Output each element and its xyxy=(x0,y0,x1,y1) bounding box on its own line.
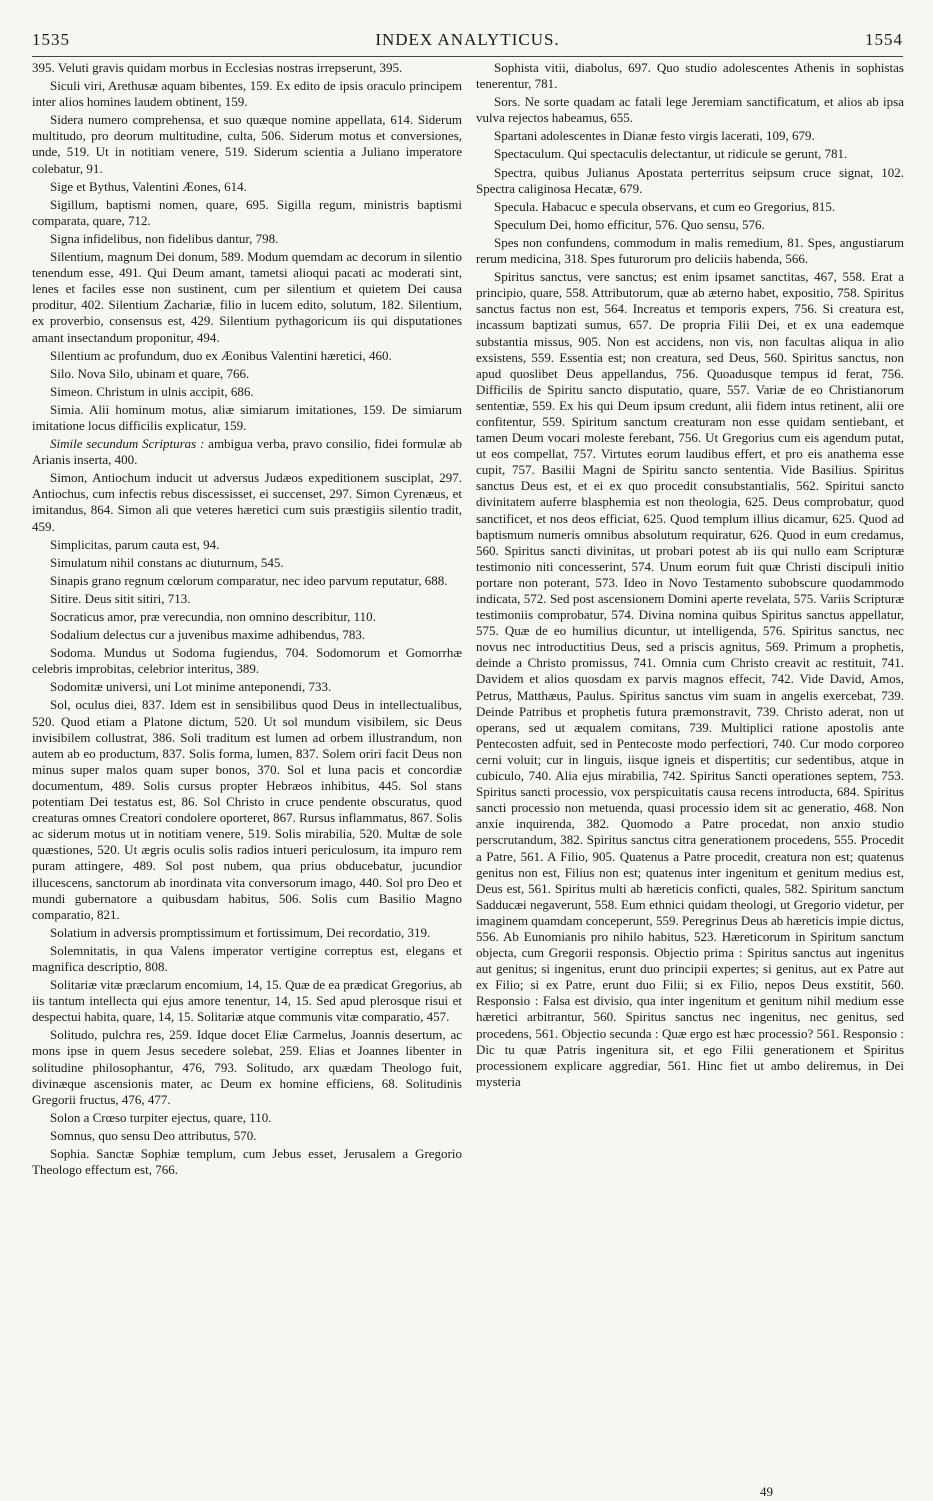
index-entry: Simulatum nihil constans ac diuturnum, 545. xyxy=(50,554,284,570)
index-entry: Sors. Ne sorte quadam ac fatali lege Jeremiam sanctificatum, et alios ab ipsa vulva rejectos habeamus, 655. xyxy=(476,94,904,126)
index-entry: Sige et Bythus, Valentini Æones, 614. xyxy=(50,178,247,194)
page-number-right: 1554 xyxy=(865,30,903,49)
footer-signature: 49 xyxy=(760,1484,773,1499)
page-title: INDEX ANALYTICUS. xyxy=(375,30,560,49)
index-entry: Solitariæ vitæ præclarum encomium, 14, 15. Quæ de ea prædicat Gregorius, ab iis tantum intellecta qui ejus amore tenentur, 14, 15. Sed apud plerosque risui et despectui habita, quare, 14, 15. Solitariæ atque communis vitæ comparatio, 457. xyxy=(32,977,462,1025)
index-entry: Socraticus amor, præ verecundia, non omnino describitur, 110. xyxy=(50,609,376,624)
index-entry: Spectaculum. Qui spectaculis delectantur, ut ridicule se gerunt, 781. xyxy=(494,146,848,162)
index-entry: Spectra, quibus Julianus Apostata perterritus seipsum cruce signat, 102. Spectra caliginosa Hecatæ, 679. xyxy=(476,164,904,196)
index-entry: Sodoma. Mundus ut Sodoma fugiendus, 704. Sodomorum et Gomorrhæ celebris improbitas, celebrior interitus, 389. xyxy=(32,645,462,677)
index-entry: Sophista vitii, diabolus, 697. Quo studio adolescentes Athenis in sophistas tenerentur, 781. xyxy=(476,60,904,92)
index-entry: Simia. Alii hominum motus, aliæ simiarum imitationes, 159. De simiarum imitatione locus difficilis explicatur, 159. xyxy=(32,401,462,433)
header-rule xyxy=(32,56,903,57)
index-entry: Spiritus sanctus, vere sanctus; est enim ipsamet sanctitas, 467, 558. Erat a principio, quare, 558. Attributorum, quæ ab æterno habet, expositio, 758. Spiritus sanctus factus non est, 564. Increatus et temporis expers, 756. Si creatura est, incassum baptizati sumus, 657. De propria Filii Dei, et ex una eademque substantia missus, 905. Non est accidens, non vis, non facultas aliqua in alio exsistens, 559. Essentia est; non creatura, sed Deus, 560. Spiritus sanctus, non apud quoslibet Deus appellandus, 756. Quoadusque tempus id ferat, 756. Difficilis de Spiritu sancto disputatio, quare, 557. Variæ de eo Christianorum sententiæ, 559. Ex his qui Deum ipsum credunt, alii fidem intus retinent, alii ore confitentur, 559. Spiritum sanctum creaturam non esse quidam sentiebant, et tamen Deum vocari moleste ferebant, 756. Ut Gregorius cum eis agendum putat, ut eos compellat, 757. Virtutes eorum laudibus effert, et pro eis anathema esse cupit, 757. Basilii Magni de Spiritu sancto sententia. Vide Basilius. Spiritus sanctus Deus est, et ei ex quo procedit consubstantialis, 562. Spiritui sancto divinitatem auferre blasphemia est non theologia, 625. Deus comprobatur, quod sanctificet, et nos deos efficiat, 625. Quod templum illius dicamur, 625. Quod ad baptismum numeris omnibus absolutum requiratur, 626. Quod in eum credamus, 560. Spiritus sancti divinitas, ut probari potest ab iis qui nullo eam Scripturæ testimonio niti concesserint, 574. Unum eorum fuit quæ Christi discipuli initio portare non poterant, 573. Ideo in Novo Testamento subobscure quodammodo indicata, 572. Sed post ascensionem Domini aperte revelata, 575. Variis Scripturæ testimoniis comprobatur, 574. Divina nomina quibus Spiritus sanctus appellatur, 575. Quæ de eo humilius dicuntur, ut intelligenda, 576. Spiritus sanctus, nec novus nec introductitius Deus, sed a priscis agnitus, 569. Primum a prophetis, deinde a Christo promissus, 741. Omnia cum Christo creavit ac restituit, 741. Davidem et alios quosdam ex parvis magnos effecit, 742. Vide David, Amos, Petrus, Matthæus, Paulus. Spiritus sanctus vim suam in angelis exercebat, 739. Deinde Patribus et prophetis futura præmonstravit, 739. Christo aderat, non ut operans, sed ut æqualem comitans, 739. Multiplici ratione apostolis ante Pentecosten adfuit, sed in Pentecoste modo perfectiori, 740. Cur modo corporeo cerni voluit; cur in linguis, iisque igneis et dispertitis; cur sedentibus, atque in cubiculo, 740. Alia ejus mirabilia, 742. Spiritus Sancti operationes septem, 753. Spiritus sancti processio, vox perspicuitatis causa recens introducta, 684. Spiritus sancti processio non metuenda, quasi processio idem sit ac generatio, 468. Non anxie inquirenda, 382. Quomodo a Patre procedat, non anxio studio perscrutandum, 382. Spiritus sanctus citra generationem procedens, 555. Procedit a Patre, 561. A Filio, 905. Quatenus a Patre procedit, creatura non est; quatenus genitus non est, Filius non est; quatenus inter ingenitum et genitum medius est, Deus est, 561. Spiritus multi ab hæreticis conficti, quales, 582. Spiritum sanctum Sadducæi negaverunt, 558. Eum ethnici quidam theologi, ut Gregorio videtur, per imaginem quamdam conceperunt, 559. Peregrinus Deus ab hæreticis impie dictus, 556. Ab Eunomianis pro nihilo habitus, 523. Hæreticorum in Spiritum sanctum objecta, cum Gregorii responsis. Objectio prima : Spiritus sanctus aut ingenitus aut genitus; si ingenitus, erunt duo principii expertes; si genitus, aut ex Patre aut ex Filio; si ex Patre, erunt duo Filii; si ex Filio, nepos Deus exstitit, 560. Responsio : Falsa est divisio, qua inter ingenitum et genitum nihil medium esse hæretici arbitrantur, 560. Spiritus sanctus nec ingenitus, nec genitus, sed procedens, 561. Objectio secunda : Quæ ergo est hæc processio? 561. Responsio : Dic tu quæ Patris ingenitura sit, et ego Filii generationem et Spiritus processionem explicare aggrediar, 561. Hinc fiet ut ambo deliremus, in Dei mysteria xyxy=(476,269,904,1089)
index-entry: Sophia. Sanctæ Sophiæ templum, cum Jebus esset, Jerusalem a Gregorio Theologo effectum est, 766. xyxy=(32,1146,462,1178)
index-entry: Somnus, quo sensu Deo attributus, 570. xyxy=(50,1127,257,1143)
index-entry: Signa infidelibus, non fidelibus dantur, 798. xyxy=(50,230,279,246)
index-entry: Sol, oculus diei, 837. Idem est in sensibilibus quod Deus in intellectualibus, 520. Quod etiam a Platone dictum, 520. Ut sol mundum visibilem, sic Deus invisibilem collustrat, 386. Soli traditum est lumen ad orbem illustrandum, non autem ab eo productum, 837. Solis forma, lumen, 837. Solem oriri facit Deus non minus super malos quam super bonos, 370. Sol et luna pacis et concordiæ documentum, 489. Solis cursus propter Hebræos inhibitus, 445. Sol stans potentiam Dei testatus est, 86. Sol Christo in cruce pendente obscuratus, quod creaturas omnes Creatori condolere oporteret, 867. Rursus inflammatus, 867. Solis ac siderum motus ut in notitiam venere, 519. Solis mirabilia, 520. Multæ de sole quæstiones, 520. Ut ægris oculis solis radios intueri periculosum, ita impuro rem puram attingere, 489. Sol post nubem, qua prius obducebatur, jucundior illucescens, sanctorum ab inordinata vita conversorum imago, 440. Sol pro Deo et mundi gubernatore a quibusdam habitus, 506. Solis cum Basilio Magno comparatio, 821. xyxy=(32,697,462,922)
index-entry: Specula. Habacuc e specula observans, et cum eo Gregorius, 815. xyxy=(494,198,836,214)
index-entry: Simon, Antiochum inducit ut adversus Judæos expeditionem susciplat, 297. Antiochus, cum infectis rebus discessisset, ei succenset, 297. Simon Cyrenæus, et imitandus, 864. Simon ali que veteres hæretici cum suis præstigiis silentio tradit, 459. xyxy=(32,470,462,534)
index-entry: Solemnitatis, in qua Valens imperator vertigine correptus est, elegans et magnifica descriptio, 808. xyxy=(32,942,462,974)
index-entry: Spes non confundens, commodum in malis remedium, 81. Spes, angustiarum rerum medicina, 318. Spes futurorum pro deliciis habenda, 566. xyxy=(476,234,904,267)
index-entry: Sinapis grano regnum cœlorum comparatur, nec ideo parvum reputatur, 688. xyxy=(50,572,448,588)
index-entry: Sidera numero comprehensa, et suo quæque nomine appellata, 614. Siderum multitudo, pro deorum multitudine, culta, 506. Siderum motus et conversiones, unde, 519. Ut in notitiam venere, 519. Siderum scientia a Juliano imperatore colebatur, 91. xyxy=(32,112,462,176)
page-number-left: 1535 xyxy=(32,30,70,49)
index-entry: Silentium, magnum Dei donum, 589. Modum quemdam ac decorum in silentio tenendum esse, 491. Qui Deum amant, tametsi alioqui pacati ac moderati sint, lenes et faciles esse non sustinent, cum per silentium et quietem Dei causa proditur, 402. Silentium Zachariæ, filio in lucem edito, solutum, 182. Silentium, ex proverbio, consensus est, 429. Silentium pythagoricum iis qui disputationes amant insectandum proponitur, 494. xyxy=(32,249,462,345)
index-entry: Solatium in adversis promptissimum et fortissimum, Dei recordatio, 319. xyxy=(50,924,431,940)
index-entry: Silentium ac profundum, duo ex Æonibus Valentini hæretici, 460. xyxy=(50,347,392,363)
index-entry: Sodomitæ universi, uni Lot minime anteponendi, 733. xyxy=(50,679,332,695)
index-entry: Silo. Nova Silo, ubinam et quare, 766. xyxy=(50,365,250,381)
index-entry: Speculum Dei, homo efficitur, 576. Quo sensu, 576. xyxy=(494,216,765,232)
index-entry: Solon a Crœso turpiter ejectus, quare, 110. xyxy=(50,1109,272,1125)
left-column xyxy=(32,60,462,1180)
index-entry: Spartani adolescentes in Dianæ festo virgis lacerati, 109, 679. xyxy=(494,128,815,144)
right-column xyxy=(476,60,904,1092)
entry-lead-italic: Simile secundum Scripturas : xyxy=(50,436,205,452)
page-header xyxy=(32,30,903,54)
index-entry: Siculi viri, Arethusæ aquam bibentes, 159. Ex edito de ipsis oraculo principem inter alios homines laudem obtinent, 159. xyxy=(32,78,462,110)
index-entry: Solitudo, pulchra res, 259. Idque docet Eliæ Carmelus, Joannis desertum, ac mons ipse in quem Jesus secedere solebat, 259. Elias et Joannes libenter in solitudine philosophantur, 476, 793. Solitudo, arx quædam Theologo fuit, divinæque ascensionis mater, ac Deum ex homine efficiens, 68. Solitudinis Gregorii fructus, 476, 477. xyxy=(32,1027,462,1107)
index-entry: Sitire. Deus sitit sitiri, 713. xyxy=(50,590,191,606)
index-entry: Simeon. Christum in ulnis accipit, 686. xyxy=(50,383,254,399)
index-entry: Simplicitas, parum cauta est, 94. xyxy=(50,536,220,552)
index-entry: Sigillum, baptismi nomen, quare, 695. Sigilla regum, ministris baptismi comparata, quare, 712. xyxy=(32,196,462,228)
index-entry xyxy=(32,436,462,468)
index-entry: Sodalium delectus cur a juvenibus maxime adhibendus, 783. xyxy=(50,627,366,643)
entry-text: ambigua verba, pravo consilio, fidei formulæ ab Arianis inserta, 400. xyxy=(32,436,462,468)
index-entry: 395. Veluti gravis quidam morbus in Ecclesias nostras irrepserunt, 395. xyxy=(32,60,403,75)
